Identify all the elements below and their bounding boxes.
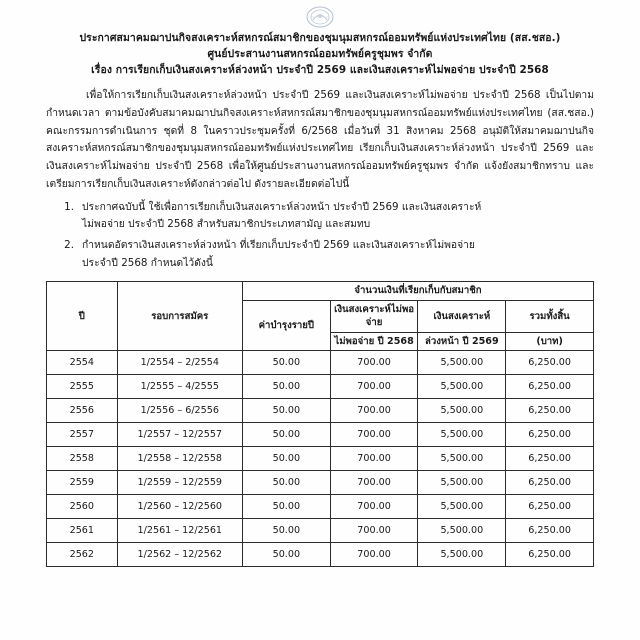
- list-item-number: 2.: [64, 239, 74, 251]
- cell-maintenance: 50.00: [242, 399, 330, 423]
- list-item-line: ประจำปี 2568 กำหนดไว้ดังนี้: [82, 256, 213, 269]
- cell-total: 6,250.00: [506, 495, 594, 519]
- list-item: [46, 199, 594, 234]
- table-row: [47, 519, 594, 543]
- cell-unpaid: 700.00: [330, 543, 418, 567]
- body-paragraph: [46, 87, 594, 193]
- cell-round: 1/2562 – 12/2562: [117, 543, 242, 567]
- cell-unpaid: 700.00: [330, 351, 418, 375]
- cell-maintenance: 50.00: [242, 375, 330, 399]
- document-header: [46, 30, 594, 78]
- cell-unpaid: 700.00: [330, 519, 418, 543]
- cell-round: 1/2555 – 4/2555: [117, 375, 242, 399]
- cell-unpaid: 700.00: [330, 375, 418, 399]
- cell-year: 2555: [47, 375, 118, 399]
- header-total-line1: รวมทั้งสิ้น: [506, 300, 594, 332]
- table-row: [47, 471, 594, 495]
- table-row: [47, 495, 594, 519]
- cell-unpaid: 700.00: [330, 471, 418, 495]
- cell-total: 6,250.00: [506, 543, 594, 567]
- table-row: [47, 375, 594, 399]
- cell-total: 6,250.00: [506, 423, 594, 447]
- cell-total: 6,250.00: [506, 375, 594, 399]
- cell-round: 1/2559 – 12/2559: [117, 471, 242, 495]
- table-row: [47, 423, 594, 447]
- cell-maintenance: 50.00: [242, 543, 330, 567]
- cell-maintenance: 50.00: [242, 471, 330, 495]
- cell-total: 6,250.00: [506, 519, 594, 543]
- cell-year: 2557: [47, 423, 118, 447]
- list-item-line: ไม่พอจ่าย ประจำปี 2568 สำหรับสมาชิกประเภทสามัญ และสมทบ: [82, 218, 371, 231]
- cell-advance: 5,500.00: [418, 423, 506, 447]
- header-group-amount: จำนวนเงินที่เรียกเก็บกับสมาชิก: [242, 282, 593, 300]
- cell-year: 2561: [47, 519, 118, 543]
- fee-table: [46, 281, 594, 567]
- cell-total: 6,250.00: [506, 399, 594, 423]
- cell-advance: 5,500.00: [418, 399, 506, 423]
- cooperative-emblem-icon: [300, 6, 340, 28]
- table-row: [47, 447, 594, 471]
- cell-unpaid: 700.00: [330, 423, 418, 447]
- header-year: ปี: [47, 282, 118, 351]
- cell-year: 2562: [47, 543, 118, 567]
- cell-round: 1/2558 – 12/2558: [117, 447, 242, 471]
- cell-year: 2560: [47, 495, 118, 519]
- list-item-line: กำหนดอัตราเงินสงเคราะห์ล่วงหน้า ที่เรียกเก็บประจำปี 2569 และเงินสงเคราะห์ไม่พอจ่าย: [82, 239, 475, 251]
- fee-table-body: [47, 351, 594, 567]
- numbered-list: [46, 199, 594, 273]
- cell-year: 2558: [47, 447, 118, 471]
- cell-maintenance: 50.00: [242, 351, 330, 375]
- cell-advance: 5,500.00: [418, 471, 506, 495]
- header-unpaid-line1: เงินสงเคราะห์ไม่พอจ่าย: [330, 300, 418, 332]
- cell-total: 6,250.00: [506, 471, 594, 495]
- header-total-line2: (บาท): [506, 332, 594, 350]
- cell-round: 1/2554 – 2/2554: [117, 351, 242, 375]
- header-line-1: ประกาศสมาคมฌาปนกิจสงเคราะห์สหกรณ์สมาชิกของชุมนุมสหกรณ์ออมทรัพย์แห่งประเทศไทย (สส.ชสอ.): [79, 32, 561, 44]
- list-item-number: 1.: [64, 200, 74, 213]
- cell-round: 1/2560 – 12/2560: [117, 495, 242, 519]
- list-item-body: [82, 237, 594, 272]
- cell-advance: 5,500.00: [418, 351, 506, 375]
- header-maintenance: ค่าบำรุงรายปี: [242, 300, 330, 350]
- header-advance-line2: ล่วงหน้า ปี 2569: [418, 332, 506, 350]
- cell-year: 2556: [47, 399, 118, 423]
- cell-advance: 5,500.00: [418, 519, 506, 543]
- header-line-2: ศูนย์ประสานงานสหกรณ์ออมทรัพย์ครูชุมพร จำกัด: [207, 48, 433, 61]
- logo-container: [46, 6, 594, 28]
- cell-round: 1/2556 – 6/2556: [117, 399, 242, 423]
- list-item-line: ประกาศฉบับนี้ ใช้เพื่อการเรียกเก็บเงินสงเคราะห์ล่วงหน้า ประจำปี 2569 และเงินสงเคราะห์: [82, 200, 482, 213]
- cell-advance: 5,500.00: [418, 375, 506, 399]
- header-unpaid-line2: ไม่พอจ่าย ปี 2568: [330, 332, 418, 350]
- cell-year: 2554: [47, 351, 118, 375]
- header-advance-line1: เงินสงเคราะห์: [418, 300, 506, 332]
- cell-advance: 5,500.00: [418, 447, 506, 471]
- header-line-3: เรื่อง การเรียกเก็บเงินสงเคราะห์ล่วงหน้า ประจำปี 2569 และเงินสงเคราะห์ไม่พอจ่าย ประจำปี 2568: [91, 64, 549, 77]
- list-item-body: [82, 199, 594, 234]
- cell-maintenance: 50.00: [242, 495, 330, 519]
- fee-table-head: [47, 282, 594, 351]
- table-header-row-1: [47, 282, 594, 300]
- table-row: [47, 399, 594, 423]
- table-row: [47, 543, 594, 567]
- cell-total: 6,250.00: [506, 447, 594, 471]
- cell-round: 1/2561 – 12/2561: [117, 519, 242, 543]
- cell-unpaid: 700.00: [330, 495, 418, 519]
- cell-year: 2559: [47, 471, 118, 495]
- list-item: [46, 237, 594, 272]
- table-row: [47, 351, 594, 375]
- paragraph-text: เพื่อให้การเรียกเก็บเงินสงเคราะห์ล่วงหน้า ประจำปี 2569 และเงินสงเคราะห์ไม่พอจ่าย ประจำปี 2568 เป็นไปตามกำหนดเวลา ตามข้อบังคับสมาคมฌาปนกิจสงเคราะห์สหกรณ์สมาชิกของชุมนุมสหกรณ์ออมทรัพย์แห่งประเทศไทย (สส.ชสอ.) คณะกรรมการดำเนินการ ชุดที่ 8 ในคราวประชุมครั้งที่ 6/2568 เมื่อวันที่ 31 สิงหาคม 2568 อนุมัติให้สมาคมฌาปนกิจสงเคราะห์สหกรณ์สมาชิกของชุมนุมสหกรณ์ออมทรัพย์แห่งประเทศไทย เรียกเก็บเงินสงเคราะห์ล่วงหน้า ประจำปี 2569 และเงินสงเคราะห์ไม่พอจ่าย ประจำปี 2568 เพื่อให้ศูนย์ประสานงานสหกรณ์ออมทรัพย์ครูชุมพร จำกัด แจ้งยังสมาชิกทราบ และเตรียมการเรียกเก็บเงินสงเคราะห์ดังกล่าวต่อไป ดังรายละเอียดต่อไปนี้: [46, 89, 594, 190]
- cell-unpaid: 700.00: [330, 447, 418, 471]
- cell-maintenance: 50.00: [242, 447, 330, 471]
- cell-advance: 5,500.00: [418, 543, 506, 567]
- cell-advance: 5,500.00: [418, 495, 506, 519]
- cell-maintenance: 50.00: [242, 423, 330, 447]
- cell-total: 6,250.00: [506, 351, 594, 375]
- cell-unpaid: 700.00: [330, 399, 418, 423]
- cell-maintenance: 50.00: [242, 519, 330, 543]
- cell-round: 1/2557 – 12/2557: [117, 423, 242, 447]
- header-round: รอบการสมัคร: [117, 282, 242, 351]
